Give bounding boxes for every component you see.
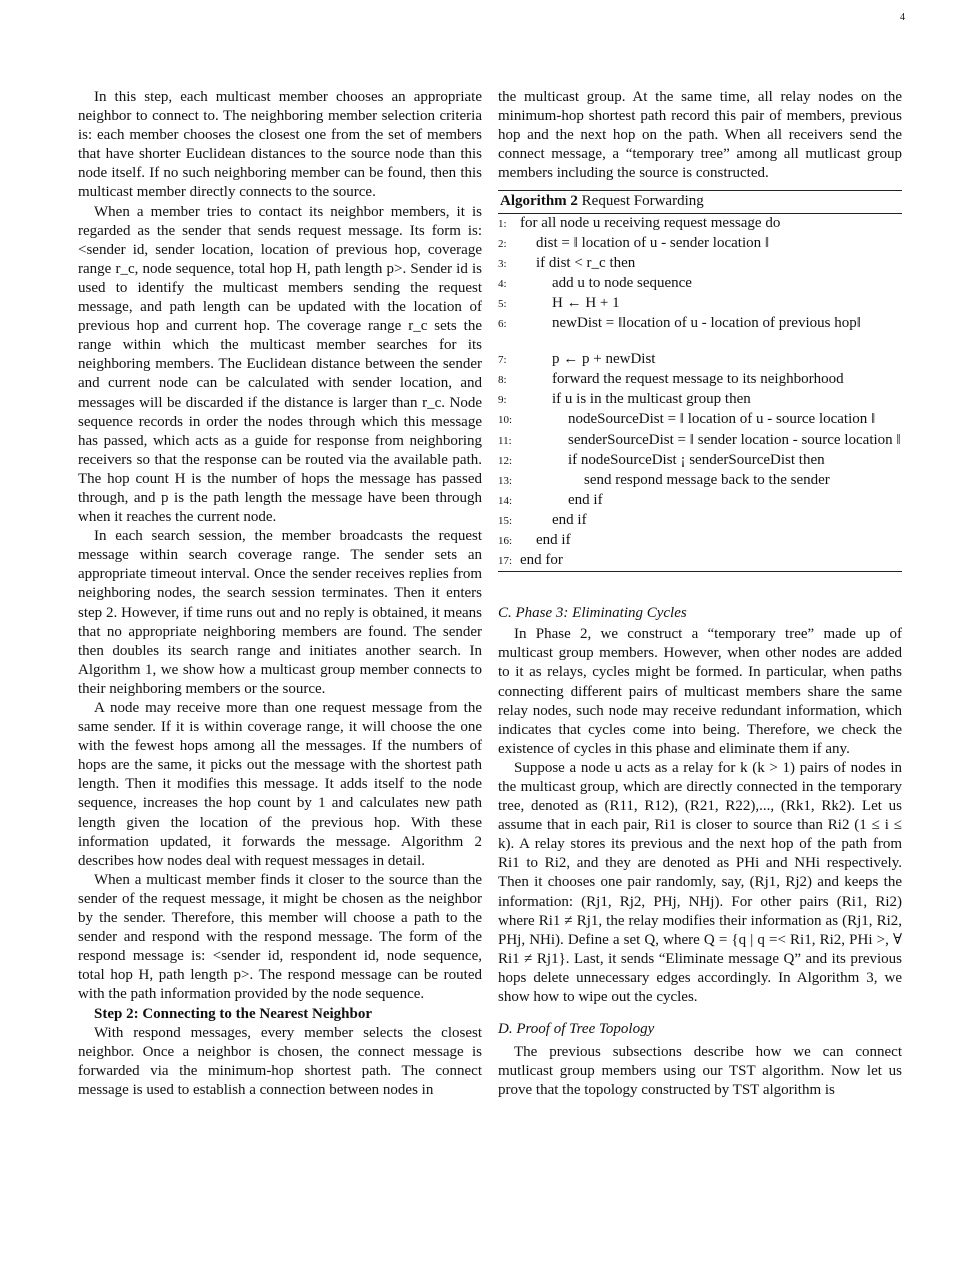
line-number: 2: (498, 237, 507, 250)
algorithm-line (498, 234, 902, 254)
left-column (78, 88, 482, 1100)
page-number: 4 (900, 12, 905, 23)
line-text: p ← p + newDist (552, 351, 656, 368)
line-number: 3: (498, 257, 507, 270)
line-number: 12: (498, 454, 513, 467)
line-text: for all node u receiving request message do (520, 214, 781, 231)
section-title: D. Proof of Tree Topology (498, 1021, 655, 1038)
algorithm-line (498, 294, 902, 314)
algorithm-line (498, 350, 902, 370)
line-text: nodeSourceDist = ‖ location of u - source location ‖ (568, 411, 876, 428)
algorithm-header (498, 191, 902, 213)
algorithm-line (498, 491, 902, 511)
paragraph: Suppose a node u acts as a relay for k (k > 1) pairs of nodes in the multicast group, which are directly connected in the temporary tree, denoted as (R11, R12), (R21, R22),..., (Rk1, Rk2). Let us assume that in each pair, Ri1 is closer to source than Ri2 (1 ≤ i ≤ k). A relay stores its previous and the next hop of the path from Ri1 to Ri2, and they are denoted as PHi and NHi respectively. Then it chooses one pair randomly, say, (Rj1, Rj2) and keeps the information: (Rj1, Rj2, PHj, NHj). For other pairs (Ri1, Ri2) where Ri1 ≠ Rj1, the relay modifies their information as (Rj1, Ri2, PHj, NHi). Define a set Q, where Q = {q | q =< Ri1, Ri2, PHi >, ∀ Ri1 ≠ Rj1}. Last, it sends “Eliminate message Q” and its previous hops delete unnecessary edges accordingly. In Algorithm 3, we show how to wipe out the cycles. (498, 759, 902, 1006)
algorithm-line (498, 274, 902, 294)
line-number: 1: (498, 217, 507, 230)
line-number: 17: (498, 555, 513, 568)
step-heading: Step 2: Connecting to the Nearest Neighbor (94, 1005, 373, 1022)
paragraph: The previous subsections describe how we can connect mutlicast group members using our TST algorithm. Now let us prove that the topology constructed by TST algorithm is (498, 1044, 902, 1099)
paragraph: When a multicast member finds it closer to the source than the sender of the request message, it might be chosen as the neighbor by the sender. Therefore, this member will choose a path to the sender and respond with the respond message. The form of the respond message is: <sender id, respondent id, node sequence, total hop H, path length p>. The respond message can be routed with the path information provided by the node sequence. (78, 871, 482, 1003)
line-number: 14: (498, 494, 513, 507)
line-text: H ← H + 1 (552, 294, 620, 311)
line-number: 9: (498, 394, 507, 407)
line-text: senderSourceDist = ‖ sender location - source location ‖ (568, 431, 901, 448)
paragraph: In Phase 2, we construct a “temporary tree” made up of multicast group members. However, when other nodes are added to it as relays, cycles might be formed. In particular, when paths connecting different pairs of multicast members share the same relay nodes, such node may receive redundant information, which indicates that cycles come into being. Therefore, we check the existence of cycles in this phase and eliminate them if any. (498, 626, 902, 757)
line-text: end if (552, 511, 587, 528)
algorithm-line (498, 214, 902, 234)
algorithm-label: Algorithm 2 (500, 193, 578, 210)
line-number: 13: (498, 474, 513, 487)
line-text: end if (536, 531, 571, 548)
algorithm-lines (498, 214, 902, 572)
line-number: 10: (498, 414, 513, 427)
paragraph: the multicast group. At the same time, all relay nodes on the minimum-hop shortest path record this pair of members, previous hop and the next hop on the path. When all receivers send the connect message, a “temporary tree” among all mutlicast group members including the source is constructed. (498, 89, 902, 182)
line-text: if dist < r_c then (536, 254, 636, 271)
line-number: 16: (498, 534, 513, 547)
line-text: if u is in the multicast group then (552, 391, 751, 408)
paragraph: In each search session, the member broadcasts the request message within search coverage range. The sender sets an appropriate timeout interval. Once the sender receives replies from neighboring nodes, the search session terminates. Then it enters step 2. However, if time runs out and no reply is obtained, it means that no appropriate neighboring members are found. The sender then doubles its search range and initiates another search. In Algorithm 1, we show how a multicast group member connects to their neighboring members or the source. (78, 528, 482, 697)
algorithm-line (498, 410, 902, 430)
paragraph: With respond messages, every member selects the closest neighbor. Once a neighbor is chosen, the connect message is forwarded via the minimum-hop shortest path. The connect message is used to establish a connection between nodes in (78, 1024, 482, 1098)
line-text: end for (520, 552, 563, 569)
algorithm-line (498, 451, 902, 471)
line-text: if nodeSourceDist ¡ senderSourceDist then (568, 451, 825, 468)
algorithm-box (498, 190, 902, 572)
line-text: end if (568, 491, 603, 508)
line-text: send respond message back to the sender (584, 471, 830, 488)
algorithm-line (498, 531, 902, 551)
section-title: C. Phase 3: Eliminating Cycles (498, 605, 687, 622)
algorithm-line (498, 471, 902, 491)
paragraph: When a member tries to contact its neighbor members, it is regarded as the sender that sends request message. Its form is: <sender id, sender location, location of previous hop, coverage range r_c, node sequence, total hop H, path length p>. Sender id is used to identify the multicast members sending the request message, and path length can be updated with the location of previous hop and current hop. The coverage range r_c sets the range within which the multicast member searches for its neighboring members. The Euclidean distance between the sender and current node can be calculated with sender location, and messages will be discarded if the distance is larger than r_c. Node sequence records in order the nodes through which this message has passed, which acts as a guide for response from neighboring receivers so that the response can be routed via the available path. The hop count H is the number of hops the message has passed through, and p is the path length the message have been through when it reaches the current node. (78, 203, 482, 526)
algorithm-title: Request Forwarding (581, 193, 704, 210)
algorithm-line (498, 370, 902, 390)
algorithm-line (498, 254, 902, 274)
algorithm-line (498, 511, 902, 531)
line-text: add u to node sequence (552, 274, 692, 291)
line-text: newDist = ‖location of u - location of previous hop‖ (552, 315, 861, 332)
line-text: dist = ‖ location of u - sender location ‖ (536, 234, 770, 251)
line-number: 4: (498, 277, 507, 290)
line-number: 11: (498, 434, 512, 447)
line-number: 5: (498, 297, 507, 310)
line-number: 8: (498, 374, 507, 387)
line-number: 15: (498, 514, 513, 527)
algorithm-line (498, 551, 902, 571)
line-text: forward the request message to its neighborhood (552, 371, 844, 388)
line-number: 7: (498, 354, 507, 367)
line-number: 6: (498, 318, 507, 331)
paragraph: A node may receive more than one request message from the same sender. If it is within coverage range, it will choose the one with the fewest hops among all the messages. If the numbers of hops are the same, it picks out the message with the shortest path length. Then it modifies this message. It adds itself to the node sequence, increases the hop count by 1 and calculates new path length given the location of the previous hop. With these information updated, it forwards the message. Algorithm 2 describes how nodes deal with request messages in detail. (78, 700, 482, 869)
algorithm-line (498, 431, 902, 451)
paragraph: In this step, each multicast member chooses an appropriate neighbor to connect to. The neighboring member selection criteria is: each member chooses the closest one from the set of members that have shorter Euclidean distances to the source node than this node itself. If no such neighboring member can be found, then this multicast member directly connects to the source. (78, 89, 482, 201)
right-column (498, 88, 902, 1101)
algorithm-line (498, 390, 902, 410)
algorithm-line (498, 314, 902, 334)
